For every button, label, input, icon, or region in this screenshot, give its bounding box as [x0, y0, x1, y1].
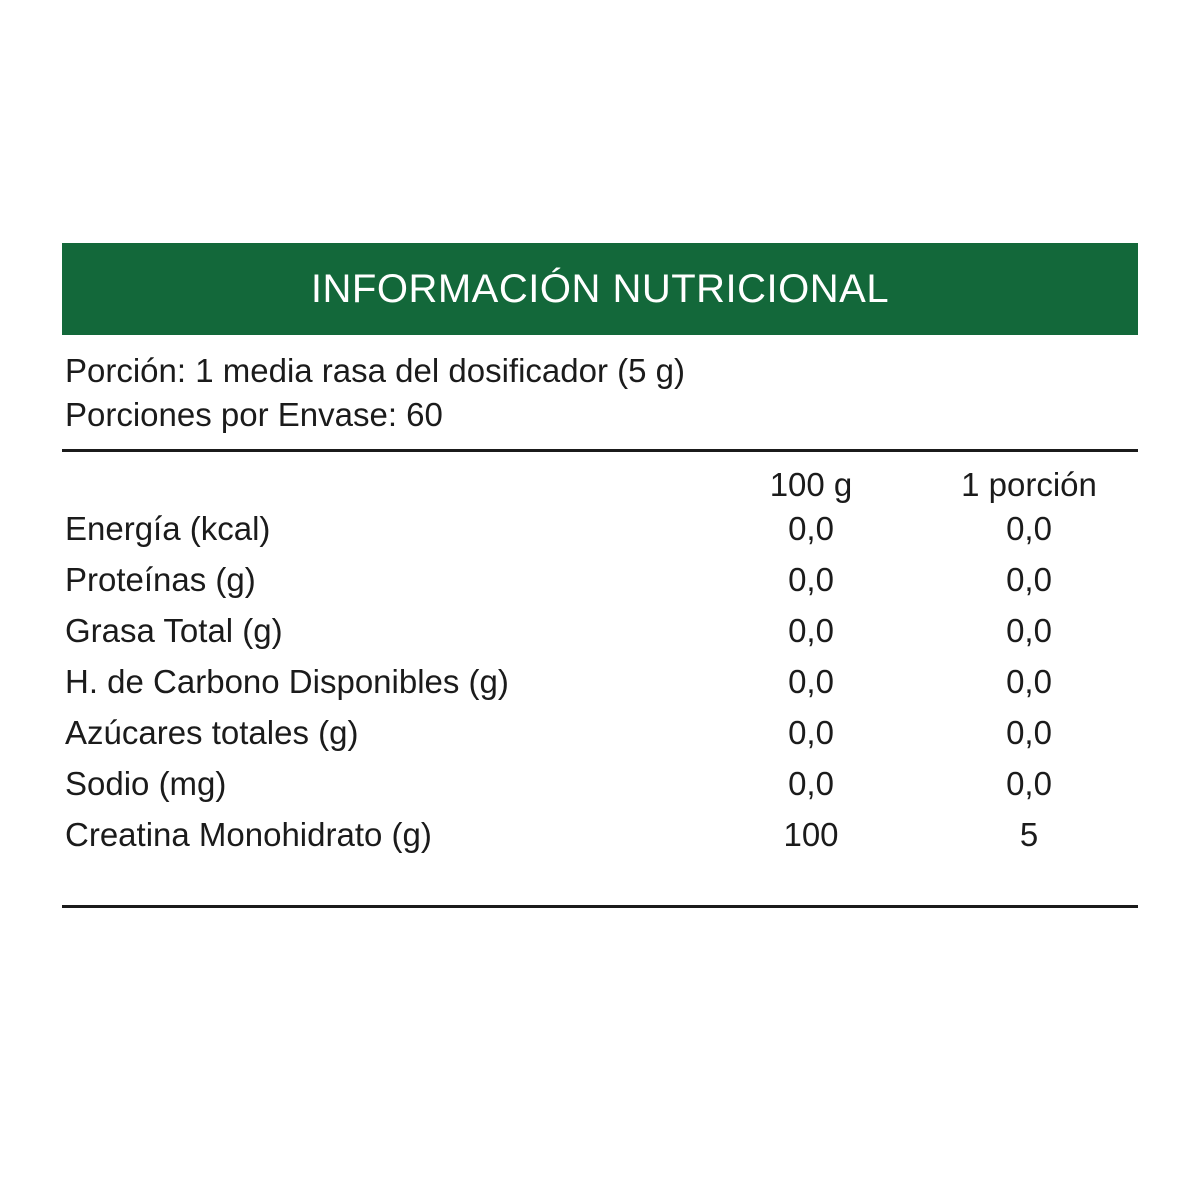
table-body	[62, 510, 1138, 867]
page-title: INFORMACIÓN NUTRICIONAL	[310, 266, 890, 311]
table-row	[62, 510, 1138, 561]
nutrient-value-100g: 0,0	[788, 764, 834, 802]
nutrient-value-100g: 0,0	[788, 662, 834, 700]
table-row	[62, 612, 1138, 663]
nutrient-value-portion: 0,0	[1006, 662, 1052, 700]
column-header-per-100g: 100 g	[769, 465, 853, 503]
nutrient-name: Energía (kcal)	[65, 509, 271, 547]
nutrient-value-portion: 5	[1019, 815, 1039, 853]
nutrient-name: H. de Carbono Disponibles (g)	[65, 662, 509, 700]
divider-bottom	[62, 905, 1138, 908]
table-row	[62, 765, 1138, 816]
table-row	[62, 663, 1138, 714]
nutrient-name: Azúcares totales (g)	[65, 713, 359, 751]
nutrient-value-portion: 0,0	[1006, 713, 1052, 751]
nutrient-value-portion: 0,0	[1006, 509, 1052, 547]
column-header-per-portion: 1 porción	[961, 465, 1097, 503]
nutrition-header-bar	[62, 243, 1138, 335]
nutrient-value-100g: 0,0	[788, 713, 834, 751]
nutrient-value-100g: 100	[783, 815, 839, 853]
table-row	[62, 561, 1138, 612]
servings-per-container-text: Porciones por Envase: 60	[65, 395, 443, 433]
portion-size-text: Porción: 1 media rasa del dosificador (5 g)	[65, 352, 685, 389]
table-row	[62, 816, 1138, 867]
table-header-row	[62, 452, 1138, 510]
column-header-nutrient	[62, 452, 702, 510]
table-header	[62, 452, 1138, 510]
nutrient-value-portion: 0,0	[1006, 764, 1052, 802]
nutrient-name: Grasa Total (g)	[65, 611, 283, 649]
nutrient-name: Sodio (mg)	[65, 764, 227, 802]
nutrient-value-100g: 0,0	[788, 509, 834, 547]
nutrient-value-portion: 0,0	[1006, 560, 1052, 598]
nutrient-value-portion: 0,0	[1006, 611, 1052, 649]
serving-info	[62, 335, 1138, 437]
table-row	[62, 714, 1138, 765]
nutrient-name: Proteínas (g)	[65, 560, 256, 598]
nutrient-value-100g: 0,0	[788, 611, 834, 649]
nutrient-value-100g: 0,0	[788, 560, 834, 598]
nutrient-name: Creatina Monohidrato (g)	[65, 815, 432, 853]
nutrition-facts-panel	[62, 243, 1138, 908]
nutrition-table	[62, 452, 1138, 867]
